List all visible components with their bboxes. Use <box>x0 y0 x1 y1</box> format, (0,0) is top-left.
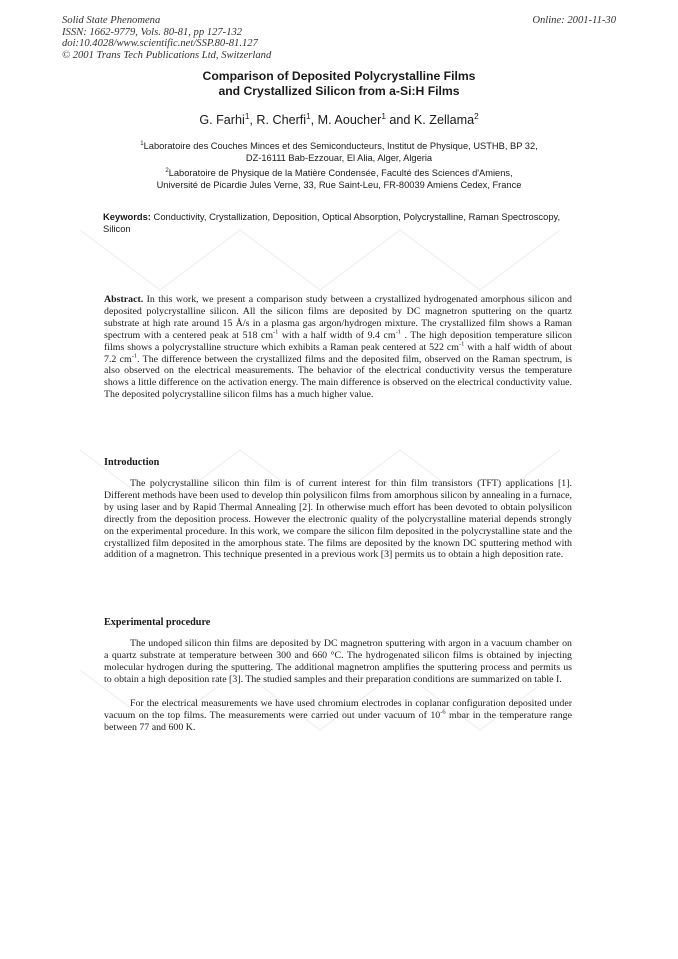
superscript: -6 <box>440 708 446 716</box>
experimental-text: mbar in the temperature range between 77 and 600 K. <box>104 709 572 733</box>
affiliation-1-line-2: DZ-16111 Bab-Ezzouar, El Alia, Alger, Algeria <box>245 153 433 163</box>
keywords <box>103 211 573 235</box>
experimental-text: For the electrical measurements we have used chromium electrodes in coplanar configuration deposited under vacuum on the top films. The measurements were carried out under vacuum of 10 <box>104 698 572 721</box>
issn-line: ISSN: 1662-9779, Vols. 80-81, pp 127-132 <box>62 26 243 38</box>
author-affiliation-mark: 1 <box>244 111 250 121</box>
affiliation-2 <box>100 167 578 191</box>
affiliation-2-line-1: Laboratoire de Physique de la Matière Condensée, Faculté des Sciences d'Amiens, <box>168 168 513 178</box>
introduction-heading: Introduction <box>104 457 160 468</box>
journal-header <box>62 15 271 61</box>
author-aoucher: M. Aoucher <box>317 113 382 127</box>
affiliation-1-line-1: Laboratoire des Couches Minces et des Semiconducteurs, Institut de Physique, USTHB, BP 32, <box>143 141 538 151</box>
abstract-text: with a half width of about 7.2 cm <box>104 341 573 365</box>
author-affiliation-mark: 1 <box>381 111 386 121</box>
experimental-paragraph-1: The undoped silicon thin films are deposited by DC magnetron sputtering with argon in a vacuum chamber on a quartz substrate at temperature between 300 and 660 °C. The hydrogenated silicon films is obtained by injecting molecular hydrogen during the sputtering. The additional magnetron amplifies the sputtering process and permits us to obtain a high deposition rate [3]. The studied samples and their preparation conditions are summarized on table I. <box>104 638 572 685</box>
keywords-text: Conductivity, Crystallization, Deposition, Optical Absorption, Polycrystalline, Raman Spectroscopy, Silicon <box>103 211 561 234</box>
doi-line[interactable]: doi:10.4028/www.scientific.net/SSP.80-81.127 <box>62 38 258 50</box>
affiliation-mark: 2 <box>165 167 169 174</box>
author-affiliation-mark: 1 <box>306 111 311 121</box>
experimental-heading: Experimental procedure <box>104 617 211 628</box>
author-list: G. Farhi$^1$, R. Cherfi$^1$, M. Aoucher$^1$ and K. Zellama$^2$ <box>199 111 479 127</box>
superscript: -1 <box>273 328 279 336</box>
superscript: -1 <box>131 352 138 360</box>
affiliation-mark: 1 <box>140 140 144 147</box>
copyright-line: © 2001 Trans Tech Publications Ltd, Switzerland <box>62 49 272 61</box>
abstract-text: with a half width of 9.4 cm <box>278 329 396 341</box>
experimental-paragraph-2 <box>104 698 572 734</box>
affiliation-1 <box>100 140 578 164</box>
journal-name: Solid State Phenomena <box>62 15 161 26</box>
title-line-2: and Crystallized Silicon from a-Si:H Films <box>218 84 460 98</box>
abstract-text: . The high deposition temperature silicon films shows a polycrystalline structure which exhibits a Raman peak centered at 522 cm <box>104 329 572 353</box>
affiliation-2-line-2: Université de Picardie Jules Verne, 33, Rue Saint-Leu, FR-80039 Amiens Cedex, France <box>156 180 522 190</box>
online-date: Online: 2001-11-30 <box>532 15 616 26</box>
keywords-label: Keywords: <box>103 211 151 222</box>
author-conjunction: and <box>389 113 411 127</box>
paper-title <box>100 69 578 99</box>
introduction-paragraph: The polycrystalline silicon thin film is of current interest for thin film transistors (TFT) applications [1]. Different methods have been used to develop thin polysilicon films from amorphous silicon by annealing in a furnace, by using laser and by Rapid Thermal Annealing [2]. In otherwise much effort has been devoted to obtain polysilicon directly from the deposition process. However the electronic quality of the polycrystalline material depends strongly on the experimental procedure. In this work, we compare the silicon film deposited in the polycrystalline state and the crystallized film deposited in the amorphous state. The films are deposited by the known DC sputtering method with addition of a magnetron. This technique presented in a previous work [3] permits us to obtain a high deposition rate. <box>104 478 572 561</box>
author-affiliation-mark: 2 <box>474 111 479 121</box>
superscript: -1 <box>458 340 465 348</box>
author-zellama: K. Zellama <box>413 113 475 127</box>
author-cherfi: R. Cherfi <box>256 113 307 127</box>
abstract-text: In this work, we present a comparison study between a crystallized hydrogenated amorphous silicon and deposited polycrystalline silicon. All the silicon films are deposited by DC magnetron sputtering on the quartz substrate at high rate around 15 Å/s in a plasma gas argon/hydrogen mixture. The crystallized film shows a Raman spectrum with a centered peak at 518 cm <box>104 294 572 341</box>
abstract-text: . The difference between the crystallized films and the deposited film, observed on the Raman spectrum, is also observed on the electrical measurements. The behavior of the electrical conductivity versus the temperature shows a little difference on the activation energy. The main difference is observed on the electrical conductivity value. The deposited polycrystalline silicon films has a much higher value. <box>104 353 572 401</box>
abstract-label: Abstract. <box>104 294 144 305</box>
author-farhi: G. Farhi <box>199 113 245 127</box>
abstract <box>104 294 572 401</box>
superscript: -1 <box>395 328 401 336</box>
title-line-1: Comparison of Deposited Polycrystalline Films <box>202 69 476 83</box>
